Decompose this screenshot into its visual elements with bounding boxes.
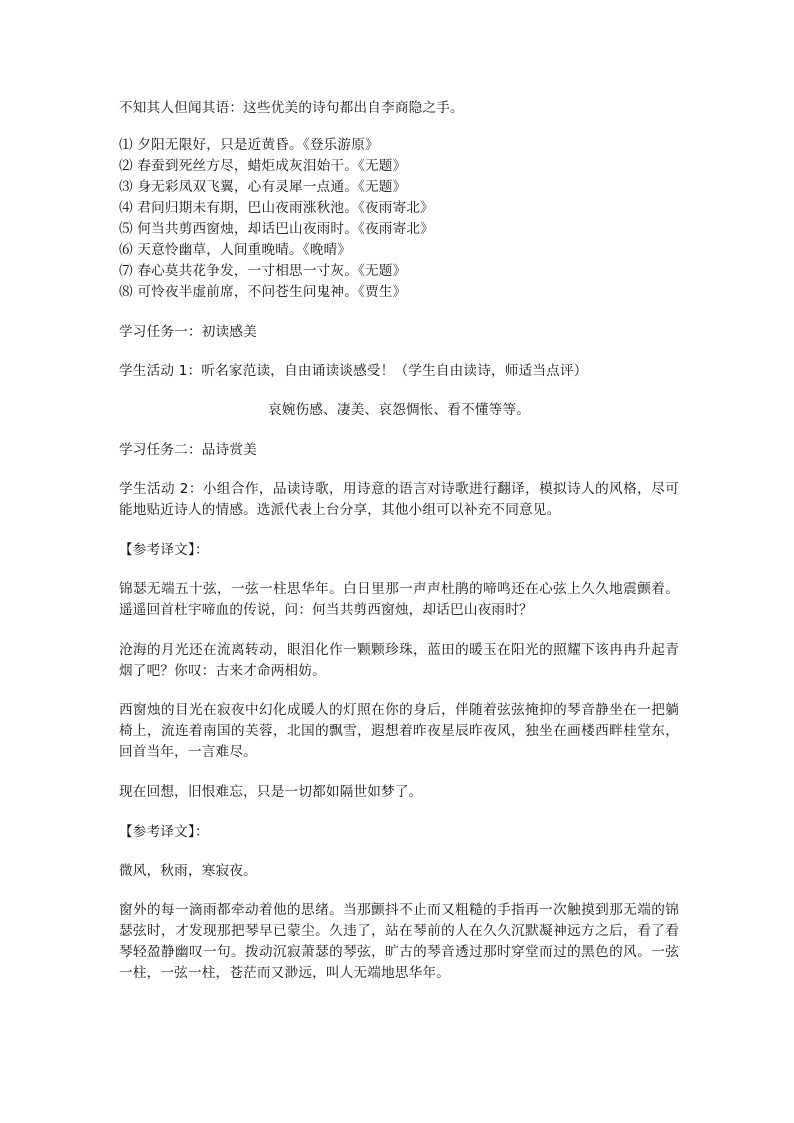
intro-text: 不知其人但闻其语：这些优美的诗句都出自李商隐之手。	[119, 100, 464, 116]
reference2-paragraph-1: 微风，秋雨，寒寂夜。	[119, 863, 257, 879]
poem-line-1: ⑴ 夕阳无限好，只是近黄昏。《登乐游原》	[119, 137, 379, 153]
poem-line-8: ⑻ 可怜夜半虚前席，不问苍生问鬼神。《贾生》	[119, 284, 407, 300]
reference-paragraph-4: 现在回想，旧恨难忘，只是一切都如隔世如梦了。	[119, 784, 423, 800]
reference-paragraph-3: 西窗烛的目光在寂夜中幻化成暖人的灯照在你的身后，伴随着弦弦掩抑的琴音静坐在一把躺椅上，流连着南国的芙蓉，北国的飘雪，遐想着昨夜星辰昨夜风，独坐在画楼西畔桂堂东，回首当年，一言难尽。	[119, 702, 679, 760]
task2-heading: 学习任务二：品诗赏美	[119, 442, 257, 458]
poem-line-4: ⑷ 君问归期未有期，巴山夜雨涨秋池。《夜雨寄北》	[119, 200, 434, 216]
poem-line-2: ⑵ 春蚕到死丝方尽，蜡炬成灰泪始干。《无题》	[119, 158, 407, 174]
reference-paragraph-1: 锦瑟无端五十弦，一弦一柱思华年。白日里那一声声杜鹃的啼鸣还在心弦上久久地震颤着。遥遥回首杜宇啼血的传说，问：何当共剪西窗烛，却话巴山夜雨时？	[119, 581, 679, 618]
activity2-text: 学生活动 2：小组合作，品读诗歌，用诗意的语言对诗歌进行翻译，模拟诗人的风格，尽可能地贴近诗人的情感。选派代表上台分享，其他小组可以补充不同意见。	[119, 481, 679, 518]
poem-line-3: ⑶ 身无彩凤双飞翼，心有灵犀一点通。《无题》	[119, 179, 407, 195]
reference2-paragraph-2: 窗外的每一滴雨都牵动着他的思绪。当那颤抖不止而又粗糙的手指再一次触摸到那无端的锦瑟弦时，才发现那把琴早已蒙尘。久违了，站在琴前的人在久久沉默凝神远方之后，看了看琴轻盈静幽叹一句。拨动沉寂萧瑟的琴弦，旷古的琴音透过那时穿堂而过的黑色的风。一弦一柱，一弦一柱，苍茫而又渺远，叫人无端地思华年。	[119, 902, 679, 981]
feelings-text: 哀婉伤感、凄美、哀怨惆怅、看不懂等等。	[267, 402, 531, 418]
reference-label-2: 【参考译文】：	[119, 824, 209, 840]
poem-line-7: ⑺ 春心莫共花争发，一寸相思一寸灰。《无题》	[119, 263, 407, 279]
poem-line-6: ⑹ 天意怜幽草，人间重晚晴。《晚晴》	[119, 242, 352, 258]
reference-label-1: 【参考译文】：	[119, 542, 209, 558]
activity1-text: 学生活动 1：听名家范读，自由诵读谈感受！（学生自由读诗，师适当点评）	[119, 363, 588, 379]
task1-heading: 学习任务一：初读感美	[119, 324, 257, 340]
poem-line-5: ⑸ 何当共剪西窗烛，却话巴山夜雨时。《夜雨寄北》	[119, 221, 434, 237]
reference-paragraph-2: 沧海的月光还在流离转动，眼泪化作一颗颗珍珠，蓝田的暖玉在阳光的照耀下该冉冉升起青烟了吧？你叹：古来才命两相妨。	[119, 642, 679, 679]
